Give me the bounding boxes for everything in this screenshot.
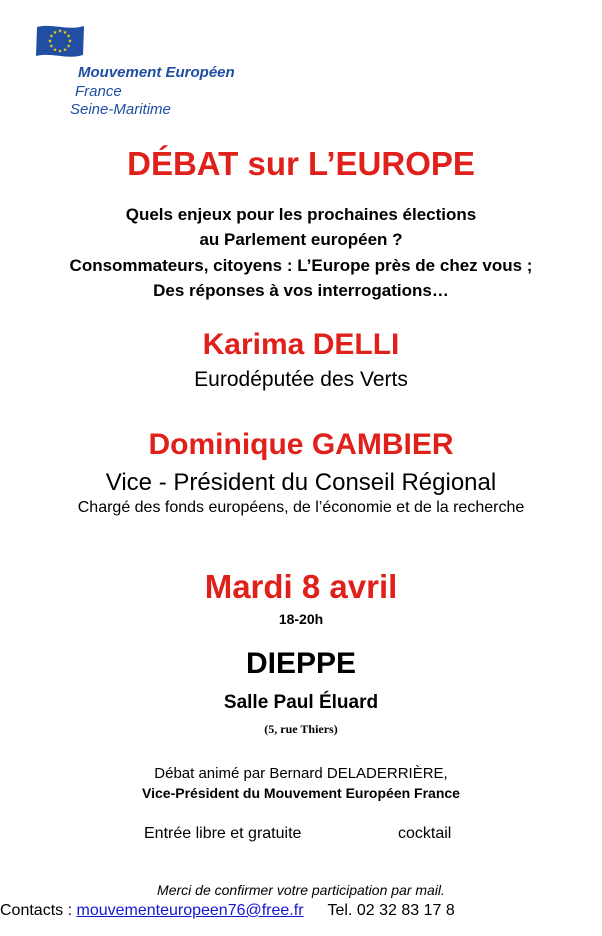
organization-name: Mouvement Européen <box>78 64 235 81</box>
cocktail-info: cocktail <box>398 825 452 842</box>
organization-country: France <box>75 83 122 100</box>
event-address: (5, rue Thiers) <box>264 722 338 736</box>
rsvp-note: Merci de confirmer votre participation par mail. <box>157 882 445 898</box>
question-line: Consommateurs, citoyens : L’Europe près de chez vous ; <box>69 256 533 275</box>
question-line: Quels enjeux pour les prochaines élections <box>125 205 477 224</box>
speaker-role-gambier: Vice - Président du Conseil Régional <box>105 469 497 496</box>
page-title: DÉBAT sur L’EUROPE <box>127 145 475 182</box>
contacts-line <box>0 902 455 920</box>
speaker-name-gambier: Dominique GAMBIER <box>148 428 454 461</box>
question-line: au Parlement européen ? <box>199 230 403 249</box>
contacts-label: Contacts : <box>0 902 73 919</box>
eu-flag-icon <box>34 23 86 59</box>
speaker-name-delli: Karima DELLI <box>202 328 400 361</box>
host-title: Vice-Président du Mouvement Européen France <box>142 785 460 801</box>
event-date: Mardi 8 avril <box>204 568 398 605</box>
contact-email-link[interactable]: mouvementeuropeen76@free.fr <box>76 902 304 919</box>
event-city: DIEPPE <box>245 647 357 680</box>
question-line: Des réponses à vos interrogations… <box>153 281 449 300</box>
speaker-detail-gambier: Chargé des fonds européens, de l’économie et de la recherche <box>77 499 525 516</box>
contact-phone: Tel. 02 32 83 17 8 <box>327 902 455 919</box>
speaker-role-delli: Eurodéputée des Verts <box>194 368 408 391</box>
organization-region: Seine-Maritime <box>70 101 171 118</box>
event-time: 18-20h <box>278 611 324 627</box>
event-venue: Salle Paul Éluard <box>223 692 379 713</box>
entry-info: Entrée libre et gratuite <box>144 825 302 842</box>
host-line: Débat animé par Bernard DELADERRIÈRE, <box>154 765 448 782</box>
